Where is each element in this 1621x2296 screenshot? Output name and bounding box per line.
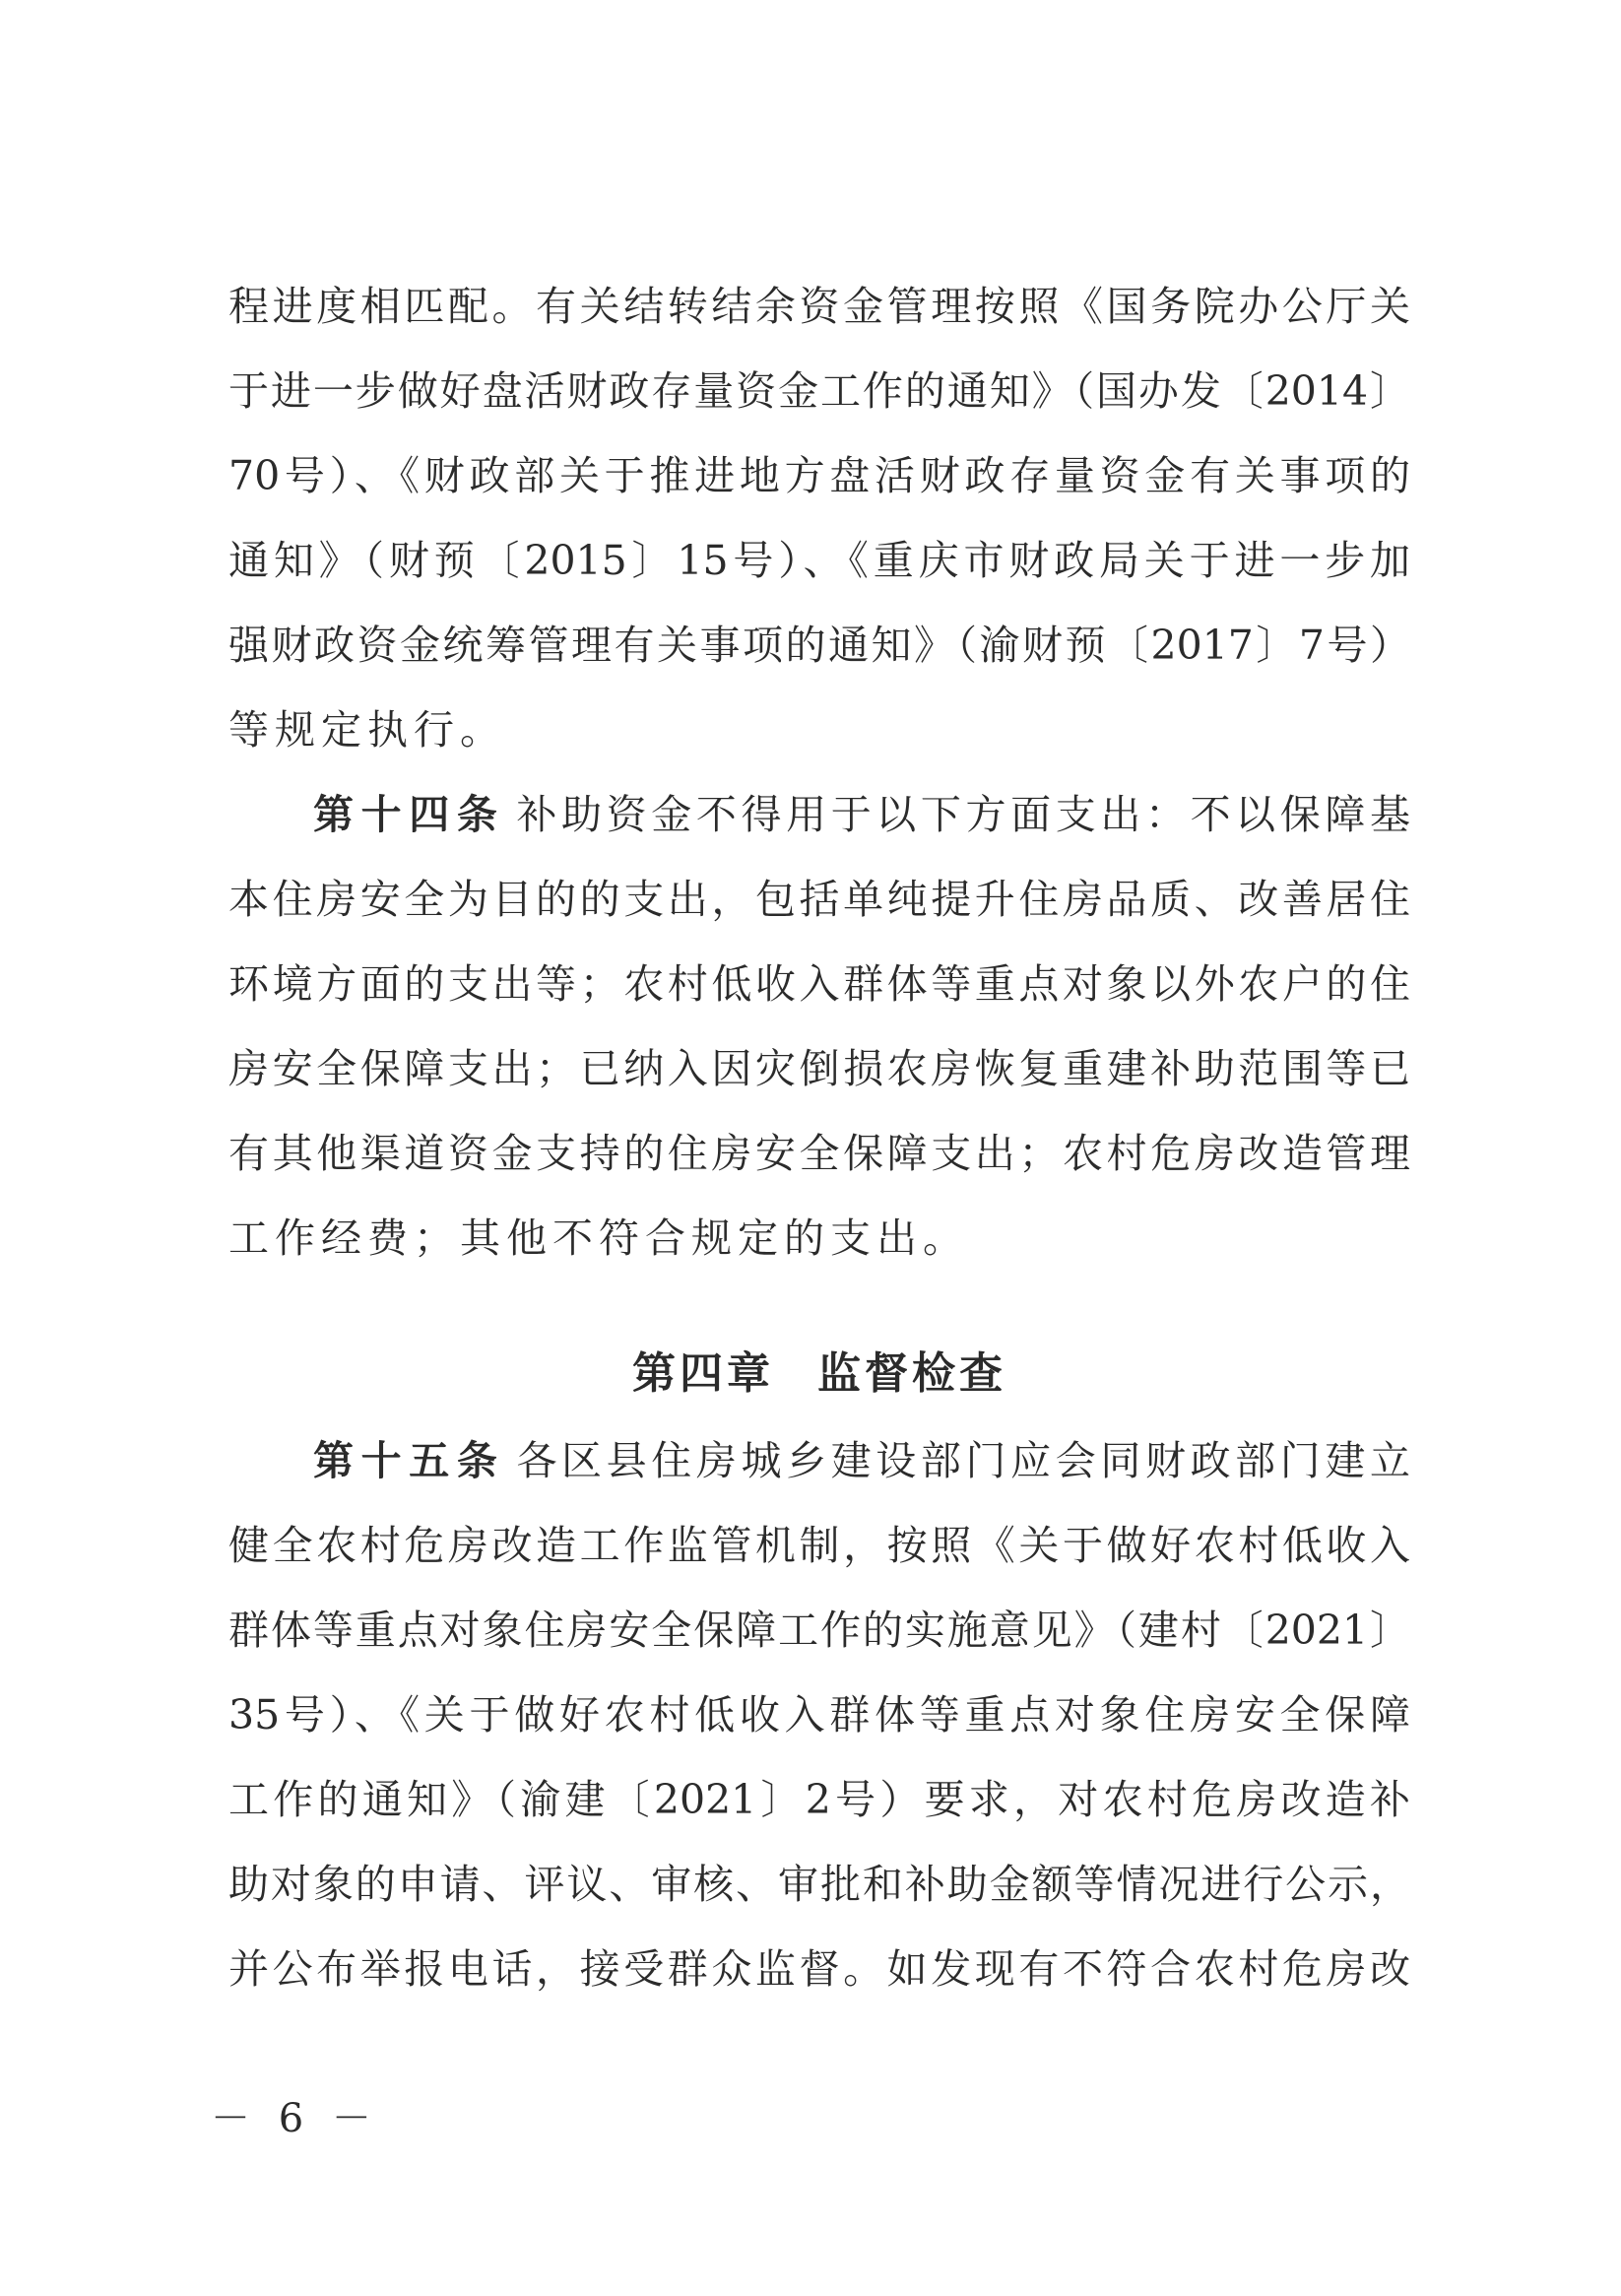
chapter-number: 第四章: [632, 1348, 774, 1399]
text-line: 35号）、《关于做好农村低收入群体等重点对象住房安全保障: [228, 1691, 1410, 1738]
text-line: 通知》（财预〔2015〕15号）、《重庆市财政局关于进一步加: [228, 537, 1410, 584]
text-line: 于进一步做好盘活财政存量资金工作的通知》（国办发〔2014〕: [228, 367, 1410, 415]
page-number: － 6 －: [211, 2096, 379, 2141]
text-line: 等规定执行。: [228, 706, 506, 754]
text-line: 有其他渠道资金支持的住房安全保障支出；农村危房改造管理: [228, 1130, 1410, 1177]
text-line: 并公布举报电话，接受群众监督。如发现有不符合农村危房改: [228, 1945, 1410, 1993]
text-line: 群体等重点对象住房安全保障工作的实施意见》（建村〔2021〕: [228, 1607, 1410, 1654]
text-line: 房安全保障支出；已纳入因灾倒损农房恢复重建补助范围等已: [228, 1045, 1410, 1092]
text-line: 助对象的申请、评议、审核、审批和补助金额等情况进行公示，: [228, 1861, 1410, 1908]
text-line: 70号）、《财政部关于推进地方盘活财政存量资金有关事项的: [228, 452, 1410, 499]
article-15-first-text: 各区县住房城乡建设部门应会同财政部门建立: [516, 1437, 1411, 1484]
text-line: 工作经费；其他不符合规定的支出。: [228, 1214, 969, 1262]
text-line: 强财政资金统筹管理有关事项的通知》（渝财预〔2017〕7号）: [228, 622, 1410, 669]
article-14-first-line: [313, 772, 1410, 857]
article-15-heading: 第十五条: [313, 1437, 505, 1484]
article-14-heading: 第十四条: [313, 791, 505, 838]
article-15-first-line: [313, 1418, 1410, 1503]
article-14-first-text: 补助资金不得用于以下方面支出：不以保障基: [516, 791, 1411, 838]
text-line: 程进度相匹配。有关结转结余资金管理按照《国务院办公厅关: [228, 283, 1410, 330]
text-line: 健全农村危房改造工作监管机制，按照《关于做好农村低收入: [228, 1522, 1410, 1569]
text-line: 环境方面的支出等；农村低收入群体等重点对象以外农户的住: [228, 960, 1410, 1008]
text-line: 本住房安全为目的的支出，包括单纯提升住房品质、改善居住: [228, 876, 1410, 923]
text-line: 工作的通知》（渝建〔2021〕2号）要求，对农村危房改造补: [228, 1776, 1410, 1823]
chapter-title: 监督检查: [817, 1348, 1006, 1399]
chapter-heading: [228, 1332, 1410, 1416]
